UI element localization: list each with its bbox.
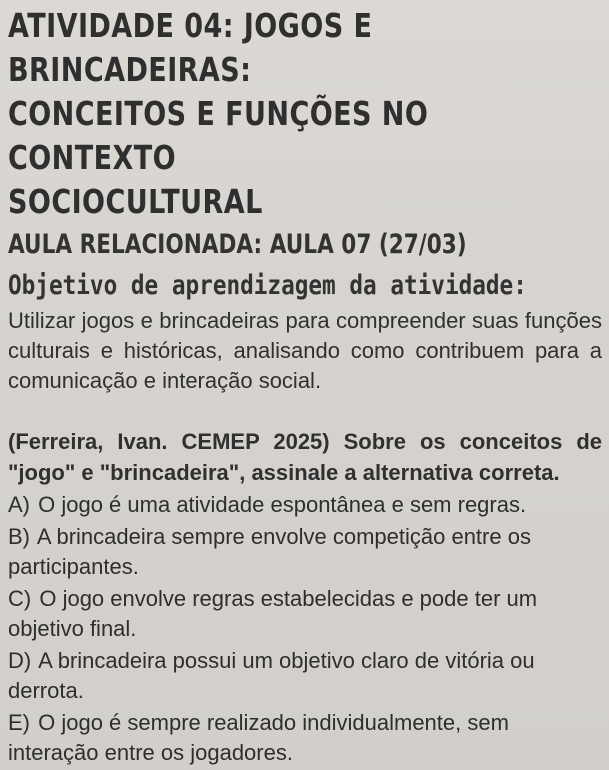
option-c[interactable] (8, 584, 602, 644)
option-a[interactable] (8, 490, 602, 520)
option-text: O jogo envolve regras estabelecidas e pode ter um objetivo final. (8, 586, 538, 641)
option-text: A brincadeira sempre envolve competição entre os participantes. (8, 524, 531, 579)
activity-title-line-3: SOCIOCULTURAL (8, 182, 263, 221)
activity-title-line-1: ATIVIDADE 04: JOGOS E BRINCADEIRAS: (8, 6, 373, 89)
option-letter: C) (8, 586, 32, 611)
option-text: O jogo é uma atividade espontânea e sem regras. (38, 492, 527, 517)
option-e[interactable] (8, 708, 602, 768)
option-letter: A) (8, 492, 30, 517)
option-letter: B) (8, 524, 30, 549)
answer-options (8, 490, 602, 768)
section-spacer (8, 396, 602, 426)
worksheet-page (8, 4, 602, 768)
option-letter: D) (8, 648, 32, 673)
objective-text: Utilizar jogos e brincadeiras para compreender suas funções culturais e históricas, analisando como contribuem para a comunicação e interação social. (8, 308, 602, 393)
option-text: O jogo é sempre realizado individualmente, sem interação entre os jogadores. (8, 710, 509, 765)
option-text: A brincadeira possui um objetivo claro de vitória ou derrota. (8, 648, 535, 703)
activity-title-line-2: CONCEITOS E FUNÇÕES NO CONTEXTO (8, 94, 429, 177)
question-prompt: (Ferreira, Ivan. CEMEP 2025) Sobre os conceitos de "jogo" e "brincadeira", assinale a alternativa correta. (8, 429, 602, 485)
option-b[interactable] (8, 522, 602, 582)
option-d[interactable] (8, 646, 602, 706)
option-letter: E) (8, 710, 30, 735)
related-lesson: AULA RELACIONADA: AULA 07 (27/03) (8, 229, 467, 260)
objective-heading: Objetivo de aprendizagem da atividade: (8, 270, 527, 301)
